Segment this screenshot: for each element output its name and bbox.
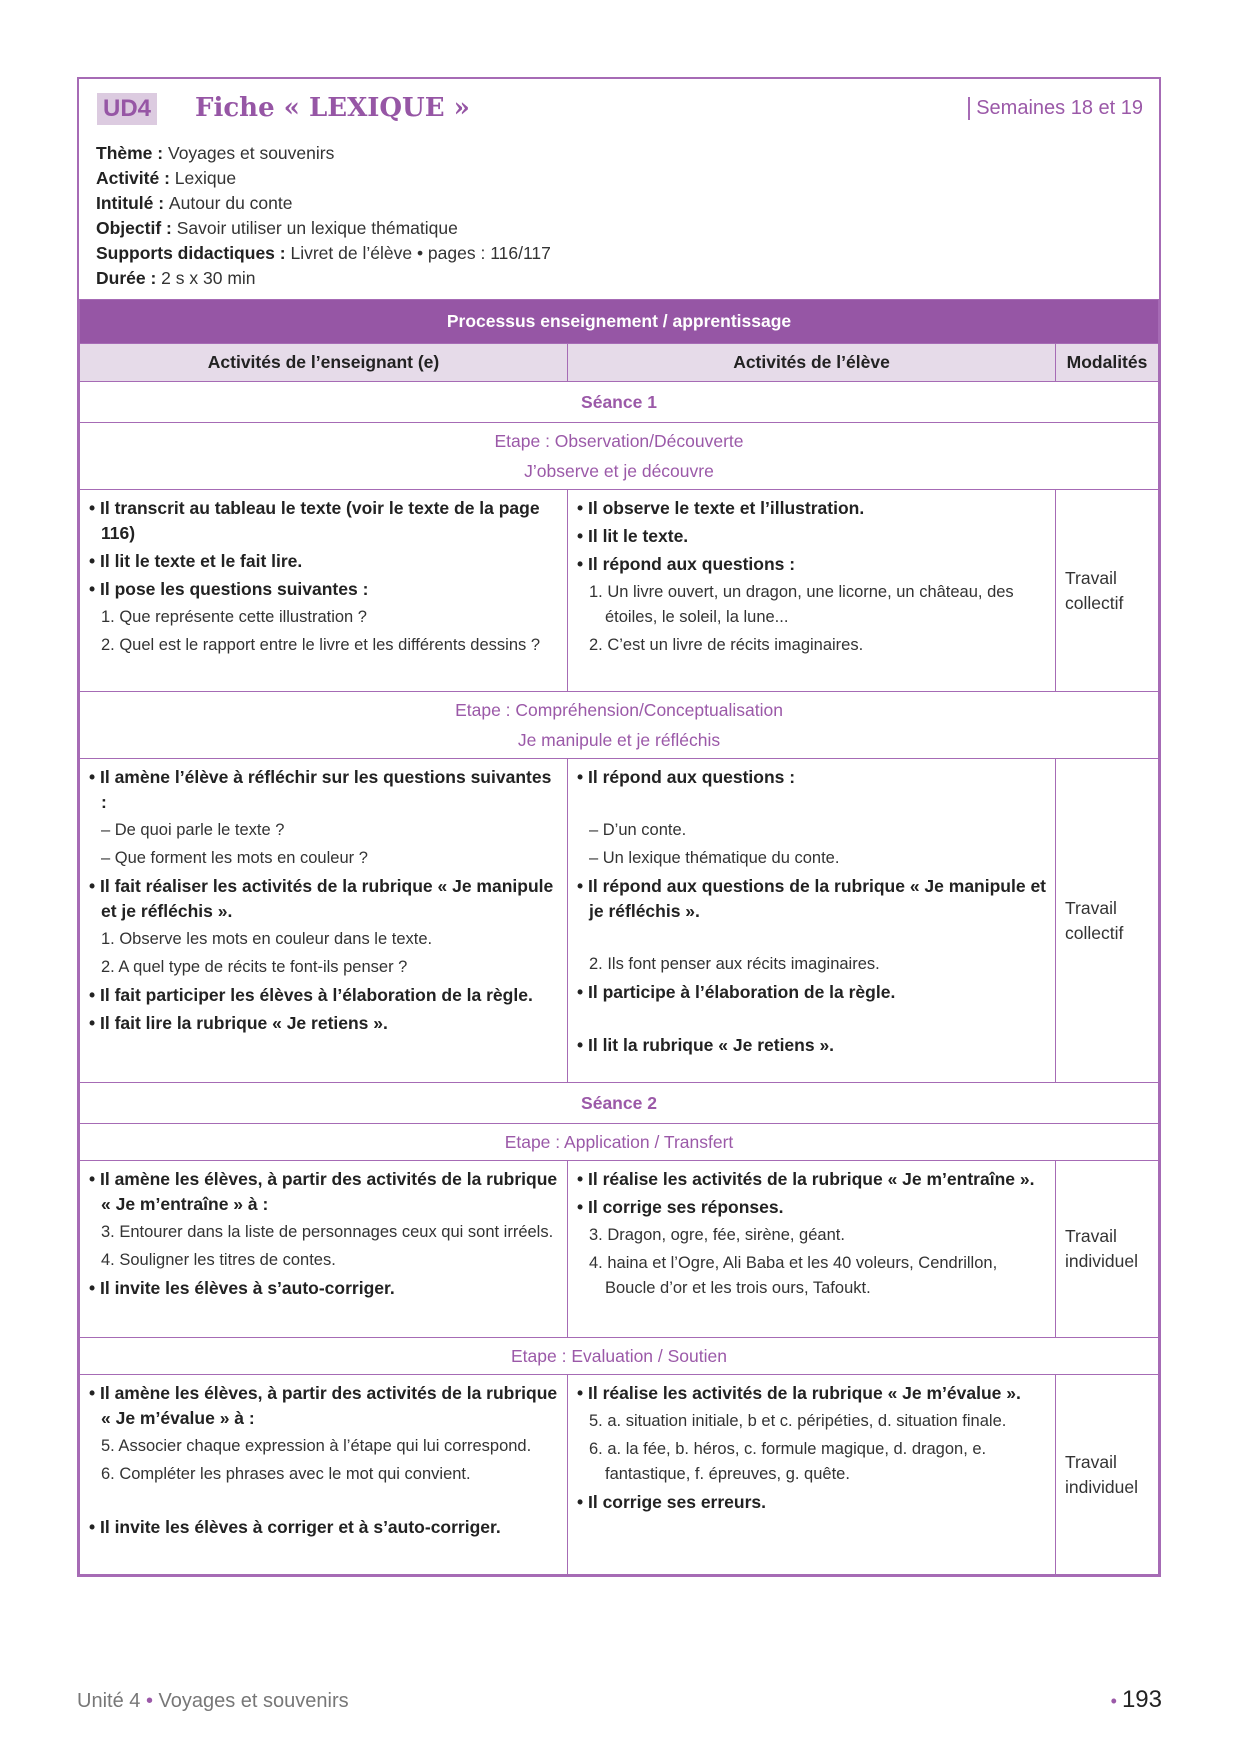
student-activity-item — [577, 927, 1046, 949]
student-activity-item: 5. a. situation initiale, b et c. péripéties, d. situation finale. — [589, 1412, 1007, 1430]
meta-row — [96, 216, 551, 241]
modality-cell: Travail individuel — [1056, 1161, 1159, 1338]
etape-cell — [80, 1338, 1159, 1375]
student-activity-item: • Il répond aux questions : — [577, 767, 796, 787]
student-activity-item: • Il lit le texte. — [577, 526, 689, 546]
meta-value: Voyages et souvenirs — [167, 143, 335, 163]
teacher-activity-item: • Il amène les élèves, à partir des activités de la rubrique « Je m’entraîne » à : — [89, 1169, 558, 1214]
teacher-activity-item: • Il invite les élèves à s’auto-corriger. — [89, 1278, 395, 1298]
unit-badge: UD4 — [97, 93, 157, 125]
teacher-activities-cell — [80, 759, 568, 1083]
student-activity-item: • Il répond aux questions : — [577, 554, 796, 574]
meta-row — [96, 166, 551, 191]
meta-value: 2 s x 30 min — [161, 268, 256, 288]
teacher-activities-cell — [80, 490, 568, 692]
lesson-sheet — [77, 77, 1161, 1577]
teacher-activity-item: 6. Compléter les phrases avec le mot qui convient. — [101, 1465, 471, 1483]
content-row — [80, 1161, 1159, 1338]
etape-title: Etape : Compréhension/Conceptualisation — [455, 700, 783, 720]
meta-value: Autour du conte — [168, 193, 293, 213]
process-band: Processus enseignement / apprentissage — [80, 300, 1159, 344]
meta-label: Supports didactiques : — [96, 243, 286, 263]
process-table — [79, 299, 1159, 1575]
student-activity-item: 2. Ils font penser aux récits imaginaires. — [589, 955, 880, 973]
meta-label: Durée : — [96, 268, 157, 288]
student-activity-item: • Il réalise les activités de la rubrique « Je m’entraîne ». — [577, 1169, 1035, 1189]
teacher-activity-item — [89, 1490, 558, 1512]
col-header-teacher: Activités de l’enseignant (e) — [80, 344, 568, 382]
teacher-activity-item: 4. Souligner les titres de contes. — [101, 1251, 336, 1269]
student-activity-item: • Il observe le texte et l’illustration. — [577, 498, 865, 518]
teacher-activity-item: • Il fait réaliser les activités de la rubrique « Je manipule et je réfléchis ». — [89, 876, 554, 921]
meta-label: Thème : — [96, 143, 164, 163]
student-activity-item: 1. Un livre ouvert, un dragon, une licorne, un château, des étoiles, le soleil, la lune... — [589, 583, 1014, 626]
col-header-student: Activités de l’élève — [568, 344, 1056, 382]
student-activities-cell — [568, 759, 1056, 1083]
modality-cell: Travail collectif — [1056, 759, 1159, 1083]
teacher-activity-item: 3. Entourer dans la liste de personnages ceux qui sont irréels. — [101, 1223, 554, 1241]
teacher-activity-item: 1. Que représente cette illustration ? — [101, 608, 367, 626]
student-activities-cell — [568, 1161, 1056, 1338]
teacher-activity-item: • Il transcrit au tableau le texte (voir le texte de la page 116) — [89, 498, 540, 543]
footer-separator: • — [145, 1690, 153, 1712]
meta-label: Intitulé : — [96, 193, 165, 213]
teacher-activity-item: • Il amène les élèves, à partir des activités de la rubrique « Je m’évalue » à : — [89, 1383, 558, 1428]
meta-value: Livret de l’élève • pages : 116/117 — [290, 243, 551, 263]
modality-cell: Travail individuel — [1056, 1375, 1159, 1575]
student-activity-item: 3. Dragon, ogre, fée, sirène, géant. — [589, 1226, 845, 1244]
student-activity-item: • Il corrige ses réponses. — [577, 1197, 784, 1217]
seance-row — [80, 1083, 1159, 1124]
student-activity-item — [577, 1008, 1046, 1030]
meta-label: Objectif : — [96, 218, 172, 238]
student-activity-item: • Il réalise les activités de la rubrique « Je m’évalue ». — [577, 1383, 1021, 1403]
page-number-value: 193 — [1121, 1686, 1162, 1713]
teacher-activity-item: 5. Associer chaque expression à l’étape qui lui correspond. — [101, 1437, 532, 1455]
student-activity-item: 2. C’est un livre de récits imaginaires. — [589, 636, 864, 654]
etape-cell — [80, 423, 1159, 490]
teacher-activity-item: – Que forment les mots en couleur ? — [101, 849, 368, 867]
etape-subtitle: Je manipule et je réfléchis — [517, 730, 721, 750]
student-activity-item: – D’un conte. — [589, 821, 687, 839]
teacher-activity-item: • Il amène l’élève à réfléchir sur les questions suivantes : — [89, 767, 552, 812]
teacher-activities-cell — [80, 1161, 568, 1338]
teacher-activity-item: • Il fait participer les élèves à l’élaboration de la règle. — [89, 985, 533, 1005]
teacher-activity-item: • Il fait lire la rubrique « Je retiens ». — [89, 1013, 388, 1033]
lesson-meta — [96, 141, 551, 291]
meta-row — [96, 191, 551, 216]
content-row — [80, 1375, 1159, 1575]
student-activity-item: • Il répond aux questions de la rubrique « Je manipule et je réfléchis ». — [577, 876, 1047, 921]
meta-label: Activité : — [96, 168, 170, 188]
weeks-label: Semaines 18 et 19 — [968, 97, 1143, 120]
student-activity-item: – Un lexique thématique du conte. — [589, 849, 840, 867]
teacher-activity-item: – De quoi parle le texte ? — [101, 821, 285, 839]
etape-row — [80, 1124, 1159, 1161]
etape-row — [80, 1338, 1159, 1375]
teacher-activity-item: • Il pose les questions suivantes : — [89, 579, 369, 599]
etape-title: Etape : Observation/Découverte — [494, 431, 744, 451]
etape-cell — [80, 1124, 1159, 1161]
modality-cell: Travail collectif — [1056, 490, 1159, 692]
student-activities-cell — [568, 1375, 1056, 1575]
teacher-activities-cell — [80, 1375, 568, 1575]
etape-subtitle: J’observe et je découvre — [524, 461, 714, 481]
meta-row — [96, 241, 551, 266]
content-row — [80, 490, 1159, 692]
footer-unit: Unité 4 — [77, 1690, 141, 1712]
etape-cell — [80, 692, 1159, 759]
teacher-activity-item: • Il lit le texte et le fait lire. — [89, 551, 303, 571]
student-activity-item: • Il corrige ses erreurs. — [577, 1492, 767, 1512]
student-activity-item — [577, 793, 1046, 815]
footer-theme: Voyages et souvenirs — [158, 1690, 349, 1712]
etape-row — [80, 692, 1159, 759]
footer — [77, 1690, 349, 1713]
student-activity-item: • Il lit la rubrique « Je retiens ». — [577, 1035, 835, 1055]
etape-title: Etape : Application / Transfert — [504, 1132, 734, 1152]
student-activity-item: 4. haina et l’Ogre, Ali Baba et les 40 voleurs, Cendrillon, Boucle d’or et les trois ours, Tafoukt. — [589, 1254, 998, 1297]
content-row — [80, 759, 1159, 1083]
page-number: • 193 — [1110, 1686, 1162, 1713]
meta-row — [96, 141, 551, 166]
teacher-activity-item: 2. Quel est le rapport entre le livre et les différents dessins ? — [101, 636, 541, 654]
teacher-activity-item: • Il invite les élèves à corriger et à s’auto-corriger. — [89, 1517, 501, 1537]
seance-title: Séance 1 — [80, 382, 1159, 423]
etape-title: Etape : Evaluation / Soutien — [511, 1346, 727, 1366]
meta-value: Lexique — [174, 168, 237, 188]
meta-value: Savoir utiliser un lexique thématique — [176, 218, 458, 238]
meta-row — [96, 266, 551, 291]
etape-row — [80, 423, 1159, 490]
teacher-activity-item: 1. Observe les mots en couleur dans le texte. — [101, 930, 433, 948]
student-activities-cell — [568, 490, 1056, 692]
col-header-modalities: Modalités — [1056, 344, 1159, 382]
seance-title: Séance 2 — [80, 1083, 1159, 1124]
sheet-title: Fiche « LEXIQUE » — [195, 93, 470, 123]
student-activity-item: • Il participe à l’élaboration de la règle. — [577, 982, 896, 1002]
student-activity-item: 6. a. la fée, b. héros, c. formule magique, d. dragon, e. fantastique, f. épreuves, g. quête. — [589, 1440, 987, 1483]
seance-row — [80, 382, 1159, 423]
sheet-header — [79, 79, 1159, 299]
teacher-activity-item: 2. A quel type de récits te font-ils penser ? — [101, 958, 408, 976]
